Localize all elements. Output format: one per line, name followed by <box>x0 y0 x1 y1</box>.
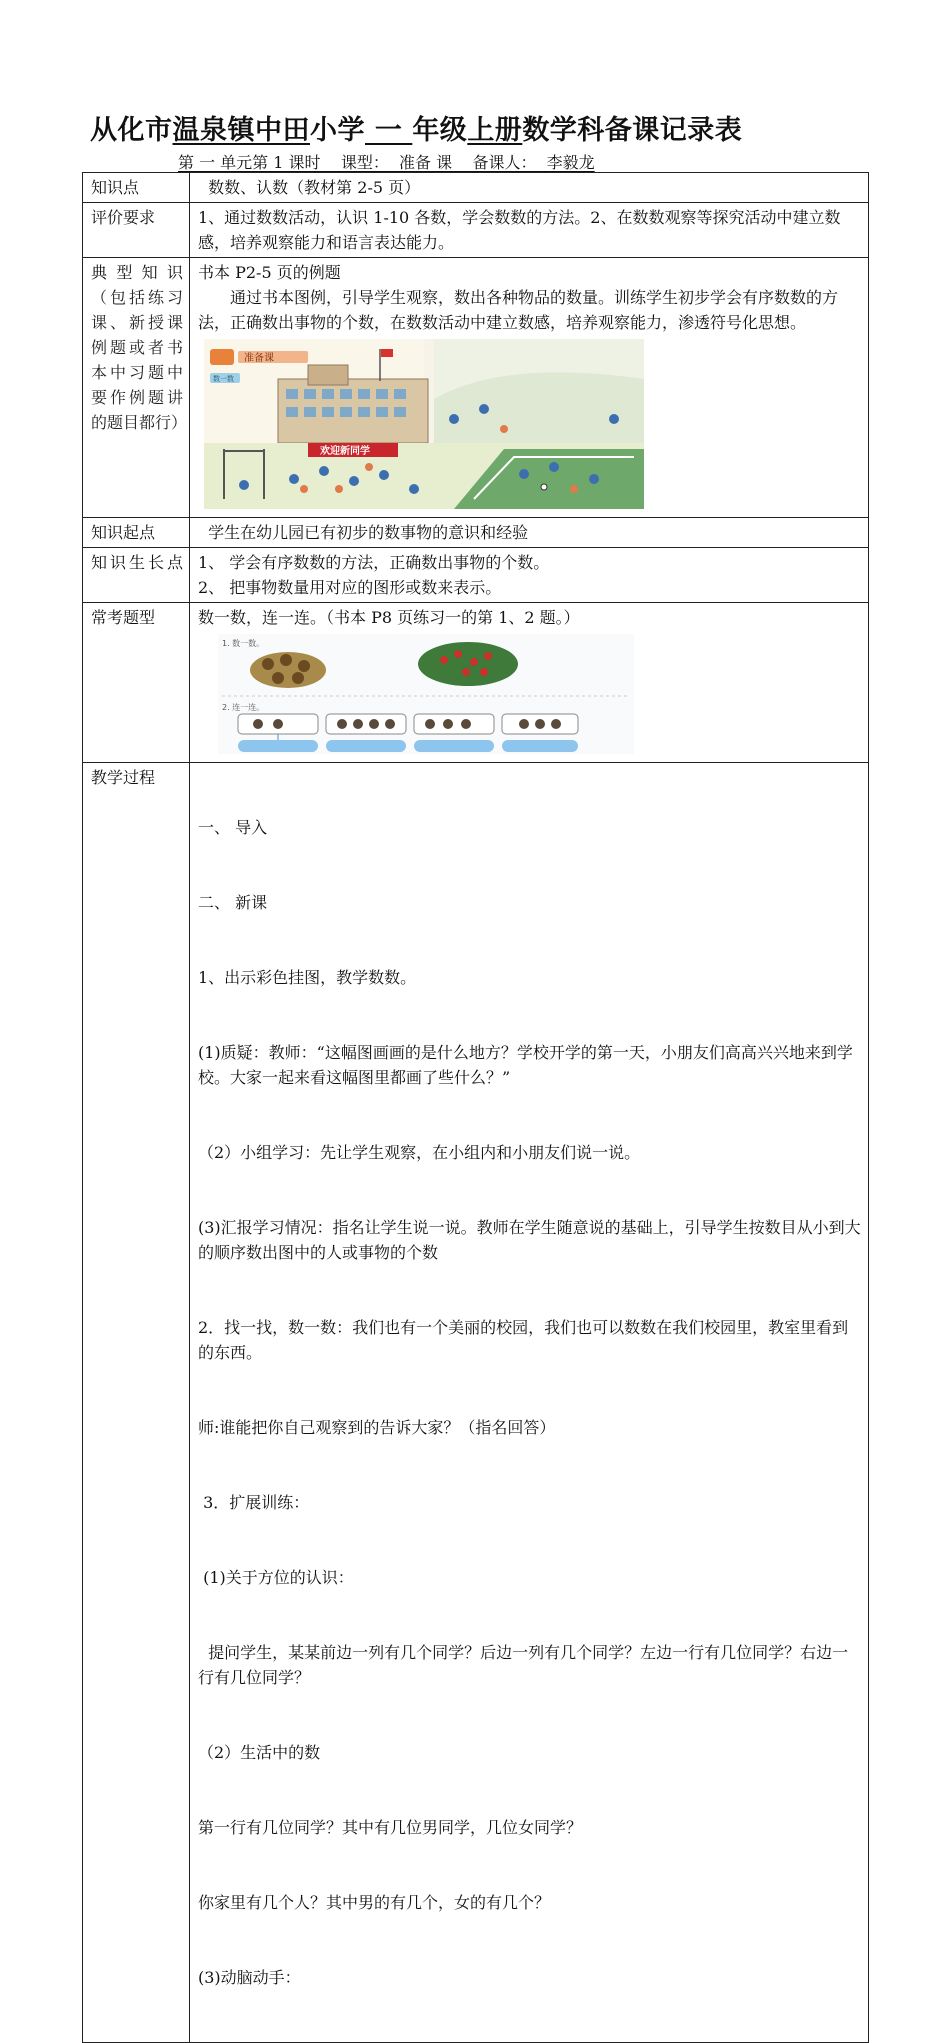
football-icon <box>541 484 547 490</box>
label-knowledge: 知识点 <box>83 173 190 203</box>
welcome-sign-text: 欢迎新同学 <box>320 446 370 457</box>
title-school-suffix: 小学 <box>310 115 365 146</box>
process-line: （2）生活中的数 <box>198 1743 321 1762</box>
process-line: （2）小组学习：先让学生观察，在小组内和小朋友们说一说。 <box>198 1143 641 1162</box>
leaf-with-berries <box>418 642 518 686</box>
title-term: 上册 <box>467 115 523 146</box>
label-start: 知识起点 <box>83 518 190 548</box>
common-content: 数一数，连一连。（书本 P8 页练习一的第 1、2 题。） <box>198 608 580 627</box>
title-school: 温泉镇中田 <box>172 115 310 146</box>
content-evaluation: 1、通过数数活动，认识 1-10 各数，学会数数的方法。2、在数数观察等探究活动中建立数感，培养观察能力和语言表达能力。 <box>190 203 869 258</box>
tab-text: 数一数 <box>213 375 234 383</box>
exercise-q2-text: 2. 连一连。 <box>222 703 265 712</box>
row-start <box>83 518 869 548</box>
banner-number-badge <box>210 349 234 365</box>
process-line: 提问学生，某某前边一列有几个同学？后边一列有几个同学？左边一行有几位同学？右边一行有几位同学？ <box>198 1643 849 1687</box>
label-evaluation: 评价要求 <box>83 203 190 258</box>
title-grade-suffix: 年级 <box>412 115 468 146</box>
textbook-school-illustration <box>204 339 644 509</box>
lesson-info-line: 第 一 单元第 1 课时 课型： 准备 课 备课人： 李毅龙 <box>178 153 595 172</box>
title-subject: 数学科备课记录表 <box>522 115 743 146</box>
process-line: (3)汇报学习情况：指名让学生说一说。教师在学生随意说的基础上，引导学生按数目从小到大的顺序数出图中的人或事物的个数 <box>198 1218 861 1262</box>
banner-text: 准备课 <box>244 353 274 364</box>
row-knowledge <box>83 173 869 203</box>
typical-line1: 书本 P2-5 页的例题 <box>198 263 341 282</box>
exercise-q1-text: 1. 数一数。 <box>222 639 265 648</box>
process-line: 你家里有几个人？其中男的有几个，女的有几个？ <box>198 1893 551 1912</box>
process-line: (1)关于方位的认识： <box>198 1568 354 1587</box>
process-line: 一、 导入 <box>198 818 268 837</box>
row-process <box>83 763 869 2043</box>
process-line: 二、 新课 <box>198 893 268 912</box>
process-line: 师:谁能把你自己观察到的告诉大家？（指名回答） <box>198 1418 556 1437</box>
title-city: 从化市 <box>90 115 173 146</box>
process-line: 1、出示彩色挂图，教学数数。 <box>198 968 417 987</box>
typical-line2: 通过书本图例，引导学生观察，数出各种物品的数量。训练学生初步学会有序数数的方法，正确数出事物的个数，在数数活动中建立数感，培养观察能力，渗透符号化思想。 <box>198 288 839 332</box>
content-typical <box>190 258 869 518</box>
label-typical-main: 典型知识 <box>91 263 183 282</box>
label-growth: 知识生长点 <box>83 548 190 603</box>
row-evaluation <box>83 203 869 258</box>
growth-item-2: 2、 把事物数量用对应的图形或数来表示。 <box>198 578 502 597</box>
row-common <box>83 603 869 763</box>
process-line: 2．找一找，数一数：我们也有一个美丽的校园，我们也可以数数在我们校园里，教室里看到的东西。 <box>198 1318 849 1362</box>
content-growth <box>190 548 869 603</box>
flag-icon <box>381 349 393 357</box>
content-common <box>190 603 869 763</box>
growth-item-1: 1、 学会有序数数的方法，正确数出事物的个数。 <box>198 553 550 572</box>
label-process: 教学过程 <box>83 763 190 2043</box>
process-line: (1)质疑：教师：“这幅图画画的是什么地方？学校开学的第一天，小朋友们高高兴兴地来到学校。大家一起来看这幅图里都画了些什么？” <box>198 1043 853 1087</box>
row-growth <box>83 548 869 603</box>
label-common: 常考题型 <box>83 603 190 763</box>
title-grade: 一 <box>365 115 413 146</box>
content-start: 学生在幼儿园已有初步的数事物的意识和经验 <box>190 518 869 548</box>
process-line: 3．扩展训练： <box>198 1493 310 1512</box>
label-typical <box>83 258 190 518</box>
row-typical <box>83 258 869 518</box>
content-knowledge: 数数、认数（教材第 2-5 页） <box>190 173 869 203</box>
process-line: 第一行有几位同学？其中有几位男同学，几位女同学？ <box>198 1818 583 1837</box>
label-typical-note: （包括练习课、新授课例题或者书本中习题中要作例题讲的题目都行） <box>91 288 188 432</box>
process-line: (3)动脑动手： <box>198 1968 301 1987</box>
exercise-illustration <box>218 634 634 754</box>
content-process <box>190 763 869 2043</box>
lesson-record-table <box>82 172 869 2043</box>
page-title <box>90 108 742 147</box>
